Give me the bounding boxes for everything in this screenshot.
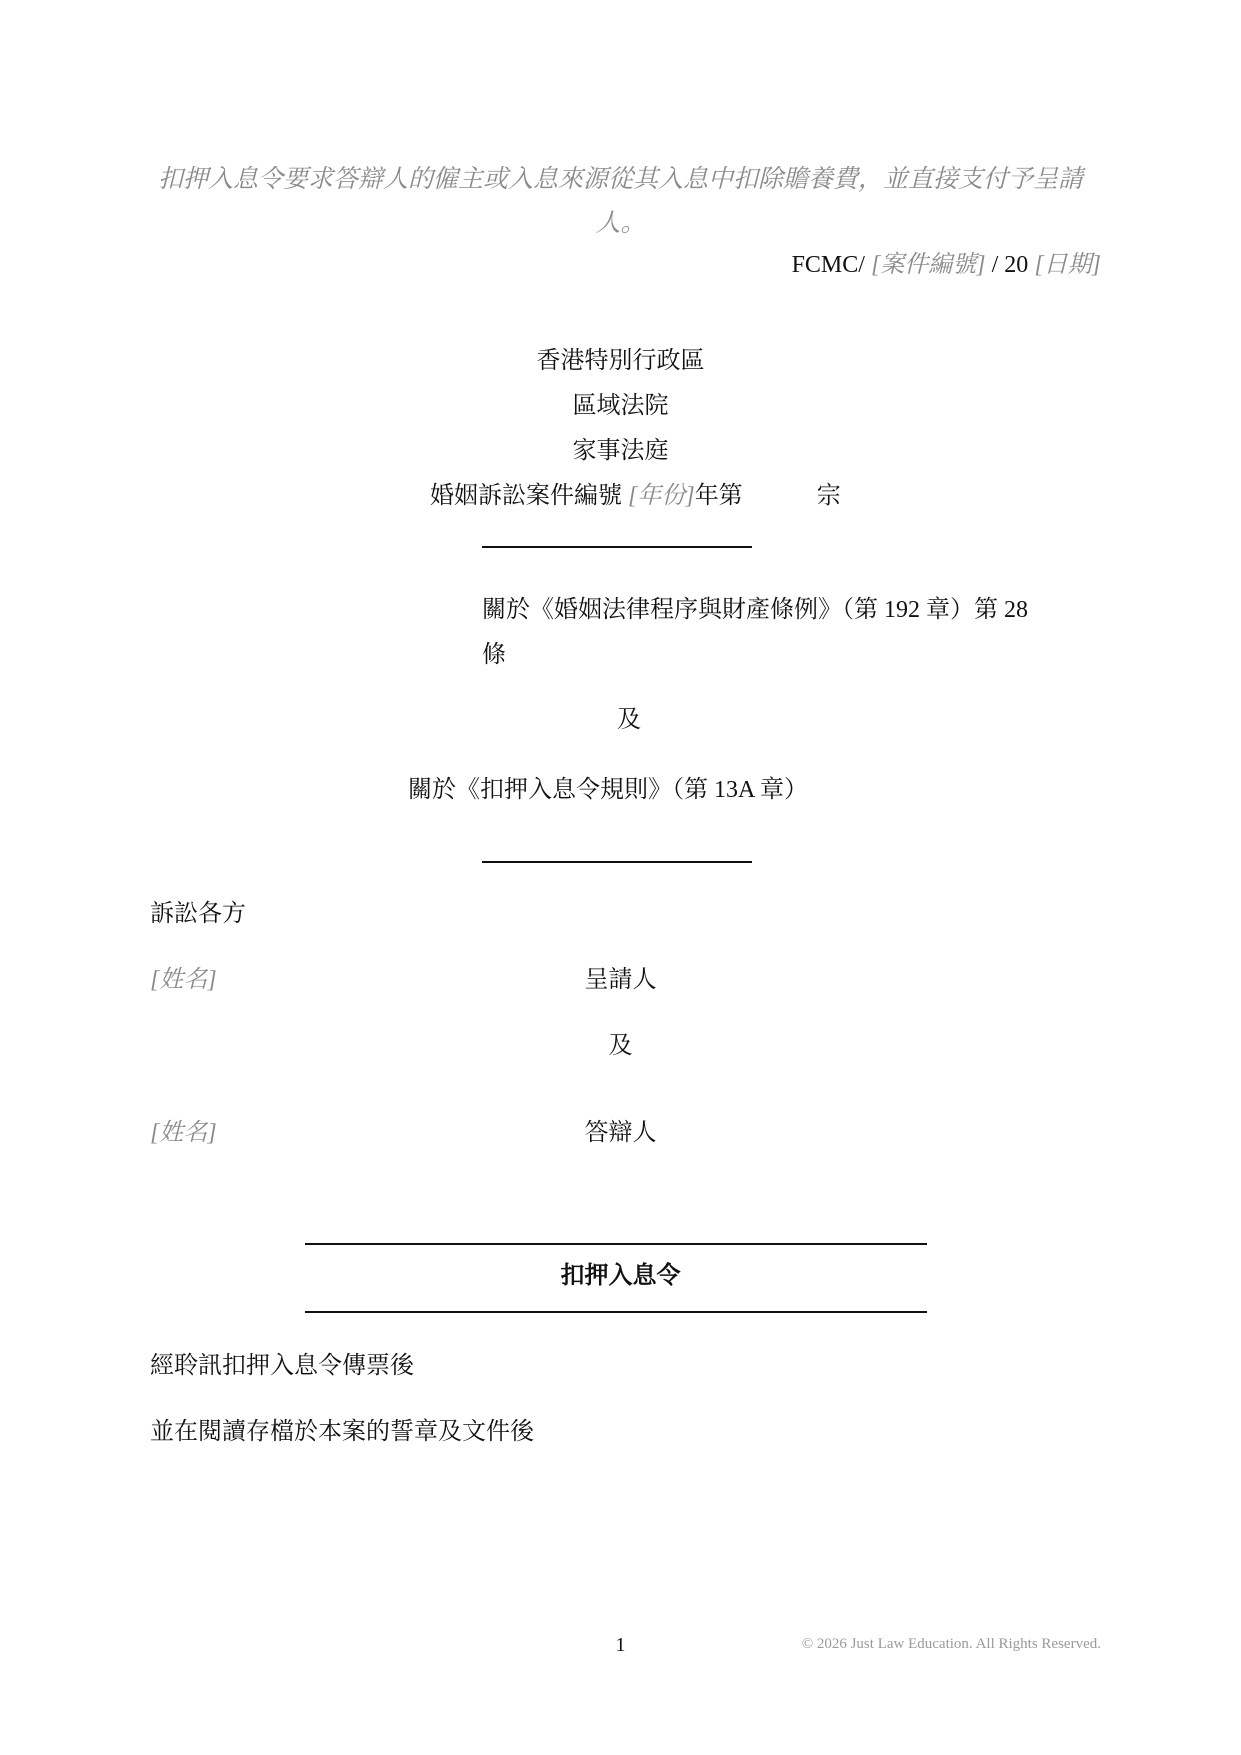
- and-connector-1: 及: [617, 707, 641, 733]
- divider-top: [482, 546, 752, 548]
- body-line-2: 並在閱讀存檔於本案的誓章及文件後: [150, 1419, 534, 1445]
- and-connector-2: 及: [608, 1033, 633, 1059]
- title-rule-top: [305, 1243, 927, 1245]
- order-title: 扣押入息令: [560, 1263, 681, 1289]
- parties-heading: 訴訟各方: [150, 901, 246, 927]
- respondent-name-placeholder: [姓名]: [150, 1120, 217, 1146]
- case-ref-prefix: FCMC/: [791, 252, 865, 278]
- copyright-notice: © 2026 Just Law Education. All Rights Reserved.: [801, 1636, 1101, 1652]
- case-line-suffix: 宗: [816, 483, 841, 509]
- petitioner-name-placeholder: [姓名]: [150, 967, 217, 993]
- case-number-line: [430, 480, 841, 512]
- court-line-2: 區域法院: [572, 393, 669, 419]
- page-number: 1: [615, 1634, 626, 1656]
- instruction-note: 扣押入息令要求答辯人的僱主或入息來源從其入息中扣除贍養費，並直接支付予呈請人。: [157, 166, 1083, 237]
- case-ref-separator: / 20: [991, 252, 1029, 278]
- divider-middle: [482, 861, 752, 863]
- matter-rules-13a: 關於《扣押入息令規則》（第 13A 章）: [408, 777, 809, 803]
- matter-ordinance-192: 關於《婚姻法律程序與財產條例》（第 192 章）第 28 條: [482, 597, 1028, 668]
- case-number-placeholder: [案件編號]: [870, 252, 986, 278]
- case-line-mid: 年第: [694, 483, 743, 509]
- case-line-prefix: 婚姻訴訟案件編號: [430, 483, 622, 509]
- respondent-role: 答辯人: [584, 1120, 657, 1146]
- petitioner-role: 呈請人: [584, 967, 657, 993]
- body-line-1: 經聆訊扣押入息令傳票後: [150, 1353, 414, 1379]
- year-placeholder: [年份]: [628, 483, 695, 509]
- title-rule-bottom: [305, 1311, 927, 1313]
- court-line-3: 家事法庭: [572, 438, 669, 464]
- case-reference: [792, 249, 1101, 281]
- court-line-1: 香港特別行政區: [536, 348, 705, 374]
- date-placeholder: [日期]: [1034, 252, 1101, 278]
